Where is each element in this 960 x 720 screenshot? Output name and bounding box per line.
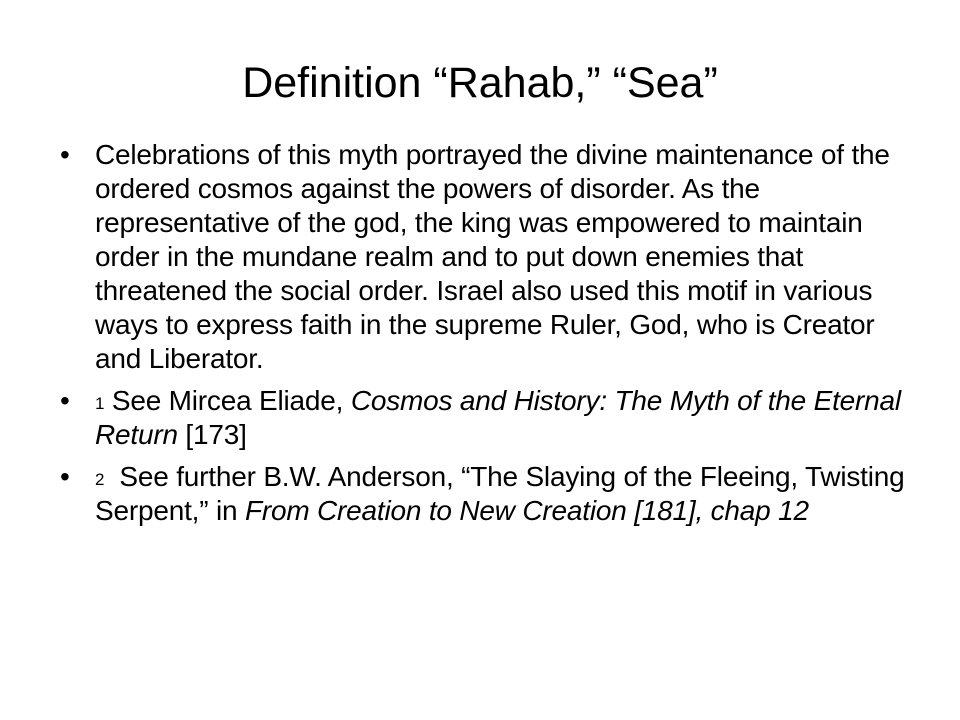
citation-prefix: See further B.W. Anderson, “The Slaying of the Fleeing, Twisting Serpent,” in	[95, 461, 913, 526]
slide-title: Definition “Rahab,” “Sea”	[242, 59, 718, 107]
footnote-number: 1	[95, 394, 105, 413]
citation-book-title: Cosmos and History: The Myth of the Eternal Return	[95, 385, 901, 450]
bullet-marker: •	[60, 139, 70, 170]
citation-prefix: See Mircea Eliade,	[104, 385, 351, 416]
bullet-text	[95, 384, 908, 452]
bullet-text	[95, 460, 913, 528]
bullet-item-2	[60, 384, 908, 452]
bullet-marker: •	[60, 461, 70, 492]
bullet-marker: •	[60, 385, 70, 416]
citation-book-title: From Creation to New Creation [181], chap 12	[244, 495, 809, 526]
bullet-text: Celebrations of this myth portrayed the divine maintenance of the ordered cosmos against the powers of disorder. As the representative of the god, the king was empowered to maintain order in the mundane realm and to put down enemies that threatened the social order. Israel also used this motif in various ways to express faith in the supreme Ruler, God, who is Creator and Liberator.	[95, 139, 890, 374]
bullet-item-1	[60, 138, 908, 376]
bullet-list	[60, 138, 913, 536]
footnote-number: 2	[95, 470, 105, 489]
bullet-item-3	[60, 460, 913, 528]
citation-suffix: [173]	[177, 419, 247, 450]
